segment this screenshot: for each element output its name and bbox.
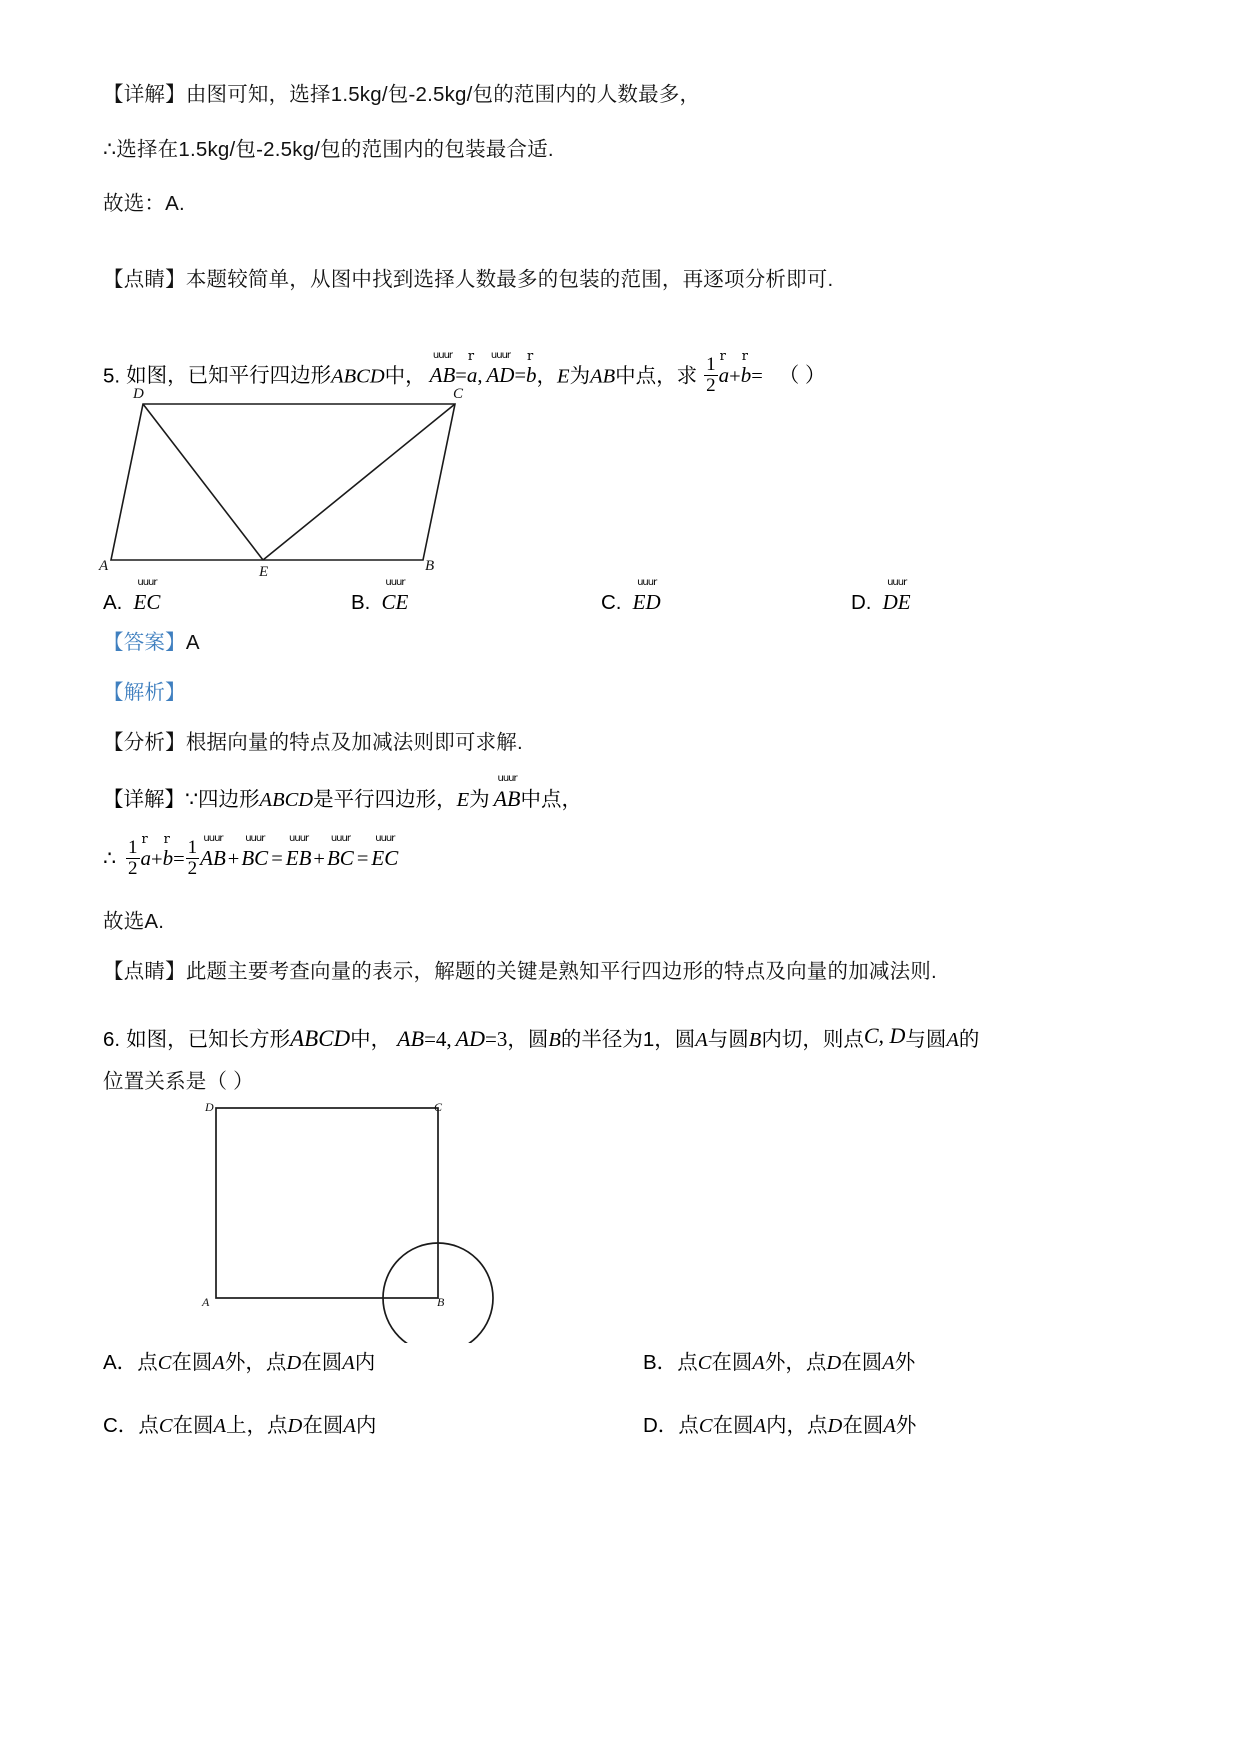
option-mid-1: 在圆	[712, 1414, 754, 1437]
q5-derivation	[103, 832, 399, 879]
option-point-C: C	[157, 1352, 172, 1374]
vector-hook-icon: r	[141, 832, 148, 848]
q4-detail-line	[103, 85, 700, 106]
option-key: C．	[103, 1414, 139, 1437]
option-mid-2: 外，点	[764, 1351, 827, 1374]
derivation-vector-a: r a	[140, 832, 151, 871]
vector-AB: uuur AB	[429, 352, 456, 388]
expr-vector-a: r a	[718, 349, 730, 388]
expr-plus: +	[729, 365, 741, 388]
q5-stem-text-4: 中点，求	[615, 364, 698, 388]
q6-stem-line1	[103, 1022, 979, 1052]
option-mid-1: 在圆	[171, 1351, 213, 1374]
q5-option-a[interactable]	[103, 579, 161, 615]
q6-stem-text-5: 与圆	[707, 1028, 749, 1051]
detail-text-1: 四边形	[198, 788, 260, 811]
q5-expression	[697, 349, 763, 396]
q5-segment-AB: AB	[590, 365, 616, 388]
vector-hook-icon: r	[719, 349, 726, 365]
figure-label-C: C	[434, 1100, 443, 1114]
choice-text: 故选A.	[103, 910, 165, 933]
option-text-pre: 点	[678, 1414, 699, 1437]
fraction-one-half: $\frac{1}{2}$	[706, 354, 716, 396]
vector-arrow-icon: uuur	[432, 352, 453, 360]
option-point-D: D	[287, 1415, 303, 1437]
vector-arrow-icon: uuur	[497, 775, 517, 782]
option-text-pre: 点	[677, 1351, 698, 1374]
q5-point-E: E	[557, 365, 570, 388]
q4-insight-line	[103, 270, 833, 291]
insight-text: 本题较简单，从图中找到选择人数最多的包装的范围，再逐项分析即可.	[185, 268, 834, 291]
option-key: D．	[643, 1414, 679, 1437]
option-circle-A2: A	[343, 1415, 356, 1437]
q5-option-c[interactable]	[601, 579, 661, 615]
option-point-D: D	[286, 1352, 302, 1374]
vector-b: r b	[526, 349, 537, 388]
option-key: A．	[103, 1351, 138, 1374]
q6-AB-value: =4,	[424, 1027, 452, 1051]
expr-equals: =	[751, 365, 763, 388]
detail-text-2: 是平行四边形，	[313, 788, 457, 811]
option-mid-2: 外，点	[224, 1351, 287, 1374]
option-point-C: C	[158, 1415, 173, 1437]
q5-figure-parallelogram	[99, 386, 483, 580]
figure-label-E: E	[259, 564, 269, 580]
q5-comma-1: ,	[477, 365, 483, 388]
option-circle-A2: A	[342, 1352, 355, 1374]
q4-choice-line	[103, 194, 185, 215]
q6-stem-text-3: ，圆	[507, 1028, 549, 1051]
q6-stem-line2	[103, 1072, 254, 1093]
derivation-vector-BC: uuur BC	[241, 835, 269, 871]
vector-arrow-icon: uuur	[637, 579, 657, 586]
option-key: D.	[851, 591, 872, 614]
detail-point-E: E	[456, 789, 470, 811]
analysis-marker: 【解析】	[103, 681, 186, 704]
option-key: C.	[601, 591, 622, 614]
figure-label-D: D	[205, 1100, 214, 1114]
analysis-text: 根据向量的特点及加减法则即可求解.	[185, 731, 523, 754]
option-circle-A1: A	[752, 1352, 765, 1374]
q5-analysis-marker-row	[103, 683, 186, 704]
derivation-vector-b: r b	[162, 832, 174, 871]
derivation-plus-1: +	[151, 848, 163, 871]
option-vector-CE: uuur CE	[381, 579, 409, 614]
q5-insight-row	[103, 962, 937, 983]
derivation-vector-EC: uuur EC	[371, 835, 399, 871]
q5-comma-2: ，	[536, 364, 558, 388]
q6-stem-text-line2: 位置关系是（ ）	[103, 1070, 254, 1093]
answer-value: A	[185, 631, 200, 654]
q5-eq-1: =	[455, 365, 467, 388]
q6-points-CD: C, D	[863, 1023, 906, 1048]
derivation-eq-2: =	[271, 848, 283, 871]
vector-arrow-icon: uuur	[245, 835, 265, 843]
option-text-pre: 点	[138, 1414, 159, 1437]
q5-option-d[interactable]	[851, 579, 911, 615]
derivation-plus-2: +	[227, 848, 240, 871]
vector-arrow-icon: uuur	[490, 352, 511, 360]
q5-stem-text-1: 如图，已知平行四边形	[126, 364, 332, 388]
choice-text: 故选：A.	[103, 192, 185, 215]
derivation-eq-1: =	[173, 848, 185, 871]
q6-AD-value: =3	[484, 1027, 508, 1051]
q6-option-b[interactable]	[643, 1345, 915, 1375]
q6-abcd: ABCD	[290, 1026, 351, 1051]
option-circle-A1: A	[212, 1352, 225, 1374]
figure-label-C: C	[453, 386, 464, 402]
option-key: A.	[103, 591, 123, 614]
option-mid-1: 在圆	[711, 1351, 753, 1374]
vector-arrow-icon: uuur	[375, 835, 395, 843]
q6-circle-B2: B	[748, 1029, 762, 1051]
option-mid-3: 在圆	[842, 1414, 884, 1437]
option-circle-A1: A	[753, 1415, 767, 1437]
expr-vector-b: r b	[740, 349, 752, 388]
detail-text-3: 为	[469, 788, 490, 811]
q5-option-b[interactable]	[351, 579, 409, 615]
option-end: 外	[894, 1351, 916, 1374]
insight-marker: 【点睛】	[103, 268, 186, 291]
option-circle-A2: A	[882, 1352, 895, 1374]
option-end: 内	[355, 1414, 377, 1437]
detail-abcd: ABCD	[259, 789, 314, 811]
detail-vector-AB: uuur AB	[493, 775, 521, 811]
q5-abcd: ABCD	[331, 365, 385, 388]
option-mid-3: 在圆	[301, 1351, 343, 1374]
option-point-C: C	[697, 1352, 712, 1374]
option-circle-A2: A	[883, 1415, 896, 1437]
q6-figure-rectangle-circle	[98, 1100, 498, 1343]
option-mid-2: 上，点	[226, 1414, 288, 1437]
derivation-vector-BC-2: uuur BC	[326, 835, 354, 871]
vector-arrow-icon: uuur	[137, 579, 157, 586]
q6-stem-text-1: 如图，已知长方形	[126, 1028, 291, 1051]
q6-stem-text-4: 的半径为1，圆	[560, 1028, 696, 1051]
fraction-one-half: $\frac{1}{2}$	[128, 837, 138, 879]
q5-answer-parens: （ ）	[778, 364, 826, 388]
parallelogram-svg	[103, 392, 483, 574]
option-mid-2: 内，点	[766, 1414, 828, 1437]
vector-arrow-icon: uuur	[289, 835, 309, 843]
vector-hook-icon: r	[527, 349, 534, 365]
option-key: B.	[351, 591, 371, 614]
option-mid-3: 在圆	[302, 1414, 344, 1437]
option-vector-DE: uuur DE	[882, 579, 911, 614]
q4-conclusion-line	[103, 140, 554, 161]
option-key: B．	[643, 1351, 678, 1374]
q6-option-a[interactable]	[103, 1345, 375, 1375]
insight-marker: 【点睛】	[103, 960, 186, 983]
derivation-vector-AB: uuur AB	[200, 835, 226, 871]
figure-label-A: A	[202, 1295, 210, 1309]
option-vector-EC: uuur EC	[133, 579, 161, 614]
detail-text-4: 中点，	[520, 788, 582, 811]
detail-text: 由图可知，选择1.5kg/包-2.5kg/包的范围内的人数最多，	[185, 83, 701, 106]
q6-circle-A1: A	[695, 1029, 708, 1051]
fraction-one-half-2: $\frac{1}{2}$	[187, 837, 198, 879]
q5-answer-row	[103, 633, 200, 654]
vector-hook-icon: r	[467, 349, 475, 365]
therefore-symbol: ∴	[103, 138, 117, 161]
q6-AB: AB	[397, 1026, 425, 1051]
q5-analysis-row	[103, 733, 523, 754]
option-point-D: D	[826, 1352, 842, 1374]
q6-circle-B: B	[548, 1029, 561, 1051]
answer-marker: 【答案】	[103, 631, 186, 654]
derivation-therefore: ∴	[103, 847, 117, 871]
vector-arrow-icon: uuur	[887, 579, 907, 586]
option-mid-3: 在圆	[841, 1351, 883, 1374]
q6-stem-text-8: 的	[958, 1028, 980, 1051]
conclusion-text: 选择在1.5kg/包-2.5kg/包的范围内的包装最合适.	[116, 138, 554, 161]
option-point-C: C	[698, 1415, 713, 1437]
vector-arrow-icon: uuur	[385, 579, 405, 586]
q6-option-c[interactable]	[103, 1408, 376, 1438]
q6-AD: AD	[455, 1026, 485, 1051]
detail-marker: 【详解】	[103, 788, 185, 811]
option-vector-ED: uuur ED	[632, 579, 661, 614]
detail-because: ∵	[185, 788, 199, 811]
vector-hook-icon: r	[163, 832, 170, 848]
figure-label-A: A	[99, 558, 109, 574]
q5-vector-eqs	[426, 349, 537, 388]
q5-detail-row	[103, 775, 582, 812]
vector-hook-icon: r	[741, 349, 748, 365]
option-mid-1: 在圆	[172, 1414, 214, 1437]
figure-label-B: B	[425, 558, 435, 574]
option-end: 内	[354, 1351, 376, 1374]
q6-stem-text-2: 中，	[350, 1028, 392, 1051]
q5-choice-row	[103, 912, 164, 933]
vector-arrow-icon: uuur	[203, 835, 223, 843]
vector-a: r a	[466, 349, 478, 388]
analysis-label: 【分析】	[103, 731, 186, 754]
q5-eq-2: =	[514, 365, 527, 388]
q5-stem-text-3: 为	[569, 364, 591, 388]
q5-stem-text-2: 中，	[384, 364, 426, 388]
insight-text: 此题主要考查向量的表示，解题的关键是熟知平行四边形的特点及向量的加减法则.	[185, 960, 937, 983]
q6-number: 6.	[103, 1028, 121, 1051]
vector-arrow-icon: uuur	[330, 835, 350, 843]
option-circle-A1: A	[213, 1415, 227, 1437]
q5-stem	[103, 349, 826, 396]
vector-AD: uuur AD	[486, 352, 515, 388]
option-point-D: D	[827, 1415, 843, 1437]
q6-circle-A2: A	[946, 1029, 959, 1051]
figure-label-D: D	[133, 386, 144, 402]
q6-option-d[interactable]	[643, 1408, 916, 1438]
option-text-pre: 点	[137, 1351, 158, 1374]
derivation-vector-EB: uuur EB	[285, 835, 312, 871]
q6-stem-text-6: 内切，则点	[761, 1028, 864, 1051]
derivation-eq-3: =	[356, 848, 369, 871]
q6-stem-text-7: 与圆	[905, 1028, 947, 1051]
figure-label-B: B	[437, 1295, 445, 1309]
q5-number: 5.	[103, 364, 121, 388]
option-end: 外	[895, 1414, 917, 1437]
detail-marker: 【详解】	[103, 83, 186, 106]
derivation-plus-3: +	[313, 848, 325, 871]
